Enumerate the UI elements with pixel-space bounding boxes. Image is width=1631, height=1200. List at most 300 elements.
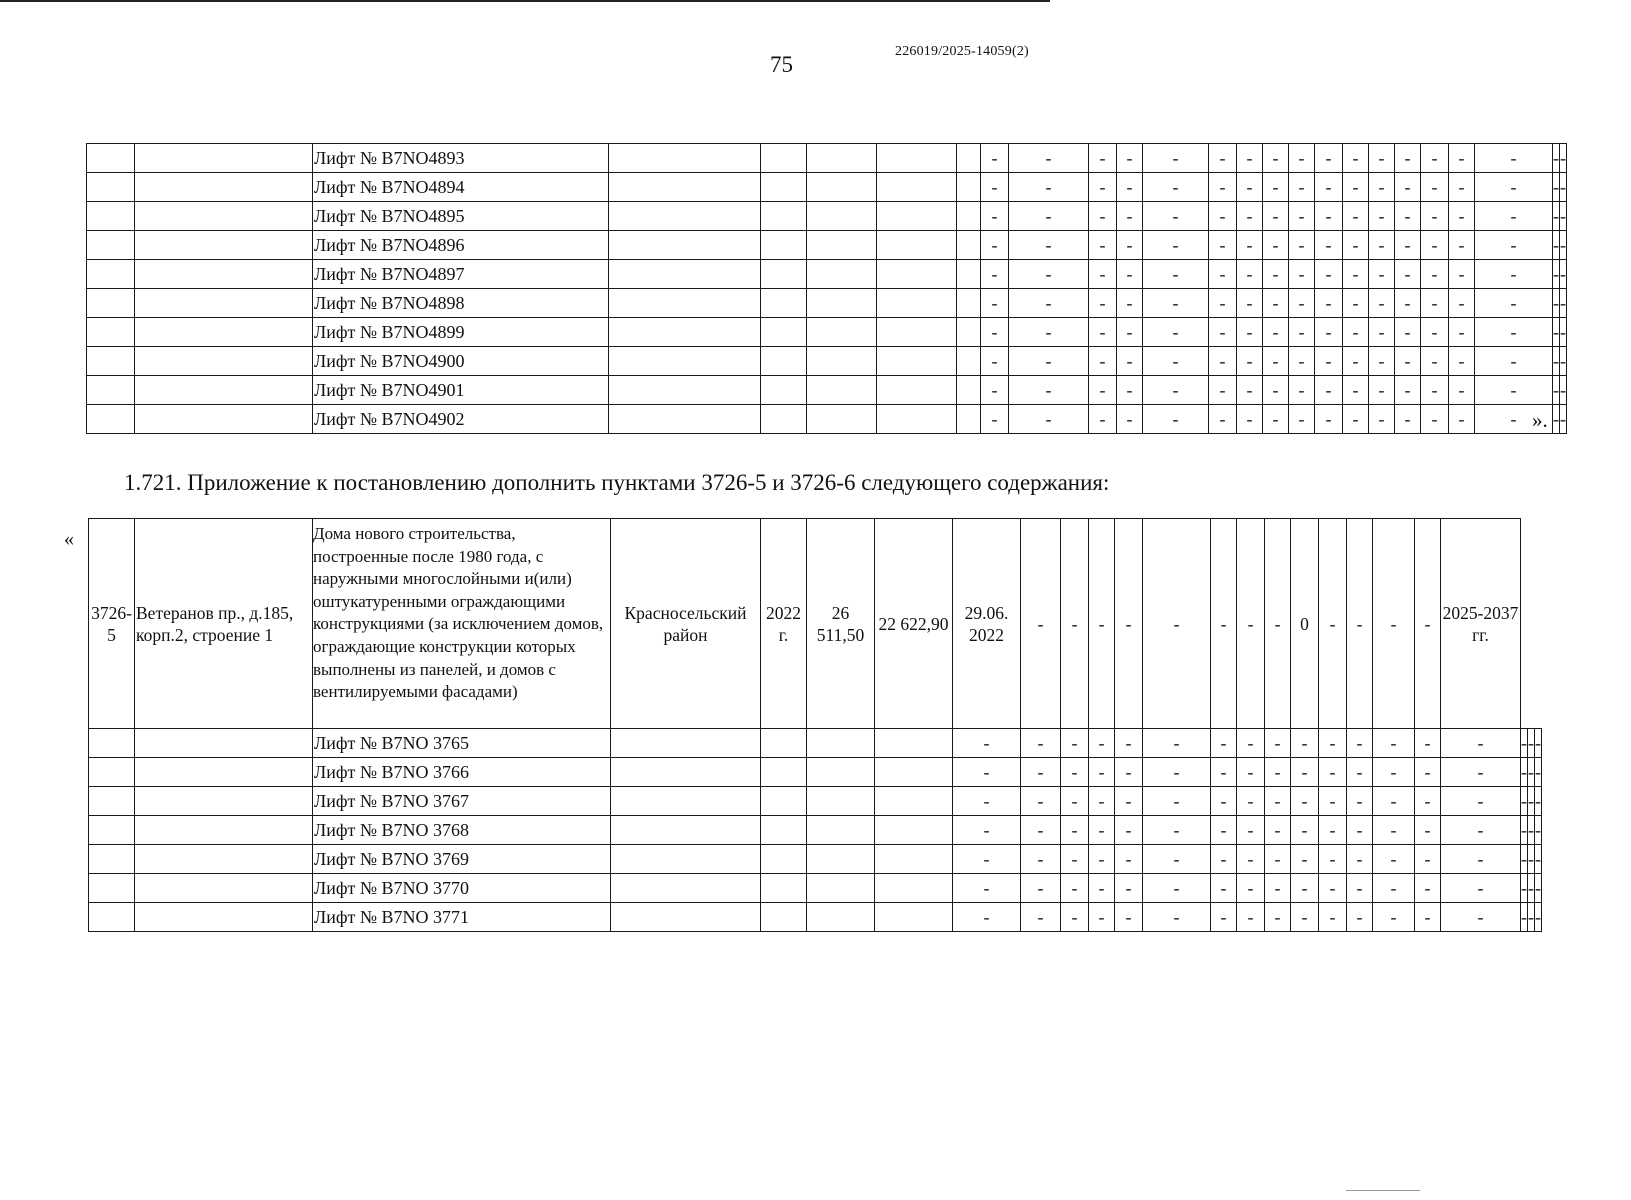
table-cell: - [1449,347,1475,376]
table-cell: - [1395,318,1421,347]
table-cell [761,758,807,787]
table-cell: - [1449,318,1475,347]
table-cell: - [1415,787,1441,816]
table-cell: - [1143,260,1209,289]
table-cell: - [1089,289,1117,318]
table-cell: - [1263,376,1289,405]
closing-quote: ». [1532,408,1548,432]
table-cell: - [1143,289,1209,318]
table-cell: - [1263,289,1289,318]
table-cell: - [1289,405,1315,434]
table-cell: - [1143,816,1211,845]
table-cell: - [1421,173,1449,202]
table-cell: - [1528,729,1535,758]
table-cell: - [1369,376,1395,405]
table-cell: - [1421,144,1449,173]
table-cell: - [1315,231,1343,260]
table-cell-empty [135,173,313,202]
table-cell: - [1528,816,1535,845]
table-cell: - [1237,787,1265,816]
table-cell: - [1528,758,1535,787]
table-cell [875,787,953,816]
table-row [89,816,1542,845]
table-cell [877,144,957,173]
table-cell: - [1373,729,1415,758]
table-cell: - [1553,376,1560,405]
table-cell: - [1369,173,1395,202]
table-cell [877,318,957,347]
item-description: Дома нового строительства, построенные после 1980 года, с наружными многослойными и(или) оштукатуренными ограждающими конструкциями (за исключением домов, ограждающие конструкции которых выполнены из панелей, и домов с вентилируемыми фасадами) [313,519,611,729]
table-cell: - [1211,816,1237,845]
table-cell: - [1343,231,1369,260]
table-row [89,903,1542,932]
table-cell [877,405,957,434]
table-cell [807,202,877,231]
table-cell: - [1265,729,1291,758]
table-cell: - [1373,845,1415,874]
table-cell: - [1143,231,1209,260]
table-cell: - [1237,758,1265,787]
table-cell: - [1211,787,1237,816]
table-cell: - [1373,787,1415,816]
table-cell: - [1343,289,1369,318]
table-cell: - [1143,845,1211,874]
table-cell [875,845,953,874]
table-cell-empty [135,787,313,816]
table-cell [807,816,875,845]
table-cell [875,903,953,932]
table-cell: - [1115,903,1143,932]
table-cell: - [1061,874,1089,903]
table-cell: - [1209,260,1237,289]
table-cell: - [1528,845,1535,874]
table-cell: - [1369,231,1395,260]
table-cell: - [1449,405,1475,434]
table-cell: - [1089,376,1117,405]
table-cell [875,874,953,903]
table-cell: - [1289,318,1315,347]
table-cell: - [1415,845,1441,874]
table-cell: - [1475,260,1553,289]
table-cell: - [1289,289,1315,318]
table-cell: - [1395,260,1421,289]
table-cell: - [1395,173,1421,202]
table-cell-empty [135,845,313,874]
item-district: Красносельский район [611,519,761,729]
table-cell: - [1553,231,1560,260]
table-cell: - [1237,376,1263,405]
table-cell: - [1263,405,1289,434]
table-cell [609,289,761,318]
table-cell: - [1521,758,1528,787]
table-row [89,758,1542,787]
table-cell: - [1319,874,1347,903]
table-cell [761,816,807,845]
item-cell: - [1373,519,1415,729]
table-cell [609,347,761,376]
table-cell: - [1449,260,1475,289]
table-cell: - [1143,903,1211,932]
table-cell: - [1117,202,1143,231]
table-cell: - [1021,874,1061,903]
item-cell: - [1237,519,1265,729]
table-cell: - [1237,347,1263,376]
table-cell: - [981,231,1009,260]
table-cell: - [981,347,1009,376]
table-cell: - [1021,903,1061,932]
table-cell: - [1395,405,1421,434]
table-cell [877,231,957,260]
table-cell: - [953,903,1021,932]
table-cell-empty [135,318,313,347]
table-cell: - [1089,787,1115,816]
table-cell: - [1373,903,1415,932]
table-cell: - [1475,289,1553,318]
table-cell: - [1143,874,1211,903]
table-cell: - [1237,202,1263,231]
elevator-name: Лифт № В7NO4897 [313,260,609,289]
table-cell: - [981,144,1009,173]
table-cell [761,903,807,932]
table-row [87,318,1567,347]
table-elevators-continued [86,143,1567,434]
table-cell: - [1009,376,1089,405]
table-new-items [88,518,1542,932]
table-cell-empty [89,787,135,816]
table-cell [807,173,877,202]
table-cell-empty [135,729,313,758]
table-cell: - [1369,405,1395,434]
table-cell: - [1449,289,1475,318]
table-cell: - [1211,874,1237,903]
table-cell: - [1289,260,1315,289]
table-cell: - [1209,405,1237,434]
table-cell-empty [87,173,135,202]
table-cell: - [1421,405,1449,434]
elevator-name: Лифт № В7NO4902 [313,405,609,434]
table-cell: - [1421,318,1449,347]
elevator-name: Лифт № В7NO 3765 [313,729,611,758]
table-row [87,173,1567,202]
table-cell: - [1369,289,1395,318]
table-cell [807,758,875,787]
table-cell: - [1291,816,1319,845]
table-cell: - [1237,289,1263,318]
item-cell: - [1061,519,1089,729]
table-cell: - [1009,405,1089,434]
table-cell [957,231,981,260]
table-cell [761,845,807,874]
table-cell: - [1115,816,1143,845]
table-cell: - [1291,845,1319,874]
table-cell: - [1449,202,1475,231]
table-cell-empty [135,289,313,318]
table-cell: - [1265,903,1291,932]
table-row [89,787,1542,816]
table-cell: - [1475,405,1553,434]
table-cell: - [1009,173,1089,202]
table-cell: - [1535,903,1542,932]
table-cell: - [953,729,1021,758]
table-cell: - [1441,816,1521,845]
table-cell: - [1021,787,1061,816]
table-cell: - [1343,144,1369,173]
table-cell: - [1089,144,1117,173]
table-cell: - [1395,231,1421,260]
table-cell: - [1209,202,1237,231]
table-cell [609,318,761,347]
table-cell-empty [135,816,313,845]
table-cell: - [1061,816,1089,845]
table-cell: - [1449,144,1475,173]
table-cell: - [1347,787,1373,816]
table-cell: - [1441,729,1521,758]
table-cell [609,202,761,231]
table-cell: - [1369,260,1395,289]
table-cell: - [1211,845,1237,874]
table-cell: - [1089,845,1115,874]
table-cell: - [1143,173,1209,202]
table-cell: - [1021,729,1061,758]
elevator-name: Лифт № В7NO4893 [313,144,609,173]
table-cell: - [1553,202,1560,231]
item-cell: - [1265,519,1291,729]
table-cell: - [1237,260,1263,289]
table-cell: - [1415,758,1441,787]
table-cell-empty [87,231,135,260]
table-cell: - [1315,289,1343,318]
table-cell-empty [135,758,313,787]
table-cell: - [1315,376,1343,405]
table-cell [807,289,877,318]
table-cell: - [1421,231,1449,260]
table-cell: - [1347,758,1373,787]
table-cell: - [953,758,1021,787]
elevator-name: Лифт № В7NO 3766 [313,758,611,787]
item-cell: - [1115,519,1143,729]
item-date: 29.06. 2022 [953,519,1021,729]
table-cell-empty [87,202,135,231]
table-cell: - [1143,729,1211,758]
table-cell: - [1449,231,1475,260]
table-cell: - [1209,144,1237,173]
table-cell: - [1089,231,1117,260]
table-cell-empty [135,202,313,231]
table-cell: - [1265,816,1291,845]
item-area-living: 22 622,90 [875,519,953,729]
table-cell: - [981,260,1009,289]
table-cell-empty [87,347,135,376]
table-cell: - [1061,729,1089,758]
table-cell: - [1115,845,1143,874]
table-cell [611,787,761,816]
table-cell: - [1289,173,1315,202]
table-cell: - [1528,787,1535,816]
table-cell: - [1560,231,1567,260]
table-cell: - [1535,729,1542,758]
table-cell [611,903,761,932]
table-cell [807,260,877,289]
table-cell: - [1263,202,1289,231]
table-cell: - [1237,729,1265,758]
table-cell: - [1089,318,1117,347]
table-row [87,202,1567,231]
table-cell: - [1237,845,1265,874]
table-cell: - [1560,318,1567,347]
table-cell-empty [135,144,313,173]
table-cell [611,816,761,845]
table-cell [609,376,761,405]
table-cell-empty [89,816,135,845]
table-cell: - [1553,144,1560,173]
table-cell [761,260,807,289]
table-cell-empty [89,758,135,787]
table-cell: - [1237,816,1265,845]
table-cell: - [1553,173,1560,202]
table-cell: - [1089,202,1117,231]
table-cell: - [1289,347,1315,376]
top-rule [0,0,1050,2]
table-cell: - [1560,289,1567,318]
table-cell: - [1369,347,1395,376]
table-cell [957,173,981,202]
table-cell [807,231,877,260]
table-cell: - [1373,874,1415,903]
table-cell: - [1415,729,1441,758]
item-cell: - [1415,519,1441,729]
table-cell: - [1521,816,1528,845]
table-cell: - [1009,289,1089,318]
table-cell: - [1143,347,1209,376]
table-cell [761,787,807,816]
table-cell: - [1263,144,1289,173]
table-cell-empty [87,260,135,289]
table-cell: - [1415,874,1441,903]
table-cell: - [953,845,1021,874]
table-cell: - [1209,347,1237,376]
table-cell: - [1449,173,1475,202]
table-cell: - [1265,845,1291,874]
table-cell: - [1319,903,1347,932]
table-cell: - [1009,202,1089,231]
table-cell: - [1521,787,1528,816]
page-number: 75 [770,52,793,77]
table-cell [877,202,957,231]
table-cell: - [1560,347,1567,376]
table-cell [761,347,807,376]
table-cell: - [1061,903,1089,932]
table-cell: - [1089,758,1115,787]
footer-mark [1346,1190,1420,1191]
table-cell: - [1343,173,1369,202]
elevator-name: Лифт № В7NO4899 [313,318,609,347]
table-cell [957,347,981,376]
table-cell: - [1143,144,1209,173]
table-cell-empty [135,260,313,289]
table-cell: - [1528,903,1535,932]
table-cell: - [1237,874,1265,903]
table-cell: - [1143,758,1211,787]
table-cell [875,729,953,758]
table-cell: - [1237,173,1263,202]
table-cell [761,405,807,434]
table-cell: - [981,202,1009,231]
item-cell: - [1143,519,1211,729]
table-cell: - [1395,144,1421,173]
table-cell: - [1315,260,1343,289]
table-cell: - [1421,289,1449,318]
table-cell: - [1415,816,1441,845]
table-cell: - [1347,729,1373,758]
table-cell: - [1560,144,1567,173]
table-cell: - [1211,758,1237,787]
table-cell: - [1209,376,1237,405]
table-cell [611,758,761,787]
table-cell [807,405,877,434]
table-cell: - [1009,144,1089,173]
table-row [87,144,1567,173]
table-cell: - [1449,376,1475,405]
table-cell [877,289,957,318]
table-cell: - [1560,376,1567,405]
document-id: 226019/2025-14059(2) [895,44,1029,59]
elevator-name: Лифт № В7NO 3767 [313,787,611,816]
table-cell [609,173,761,202]
table-cell: - [1291,729,1319,758]
table-cell [761,202,807,231]
table-cell: - [1237,318,1263,347]
table-cell-empty [87,318,135,347]
table-cell: - [1343,202,1369,231]
table-cell: - [1560,405,1567,434]
table-cell: - [1395,289,1421,318]
table-row [89,874,1542,903]
table-row [89,729,1542,758]
item-cell: - [1319,519,1347,729]
table-cell: - [1553,347,1560,376]
table-cell: - [1347,903,1373,932]
table-cell: - [1535,816,1542,845]
table-cell: - [1209,289,1237,318]
table-row [89,845,1542,874]
elevator-name: Лифт № В7NO 3770 [313,874,611,903]
table-cell: - [953,874,1021,903]
table-row [87,260,1567,289]
table-cell-empty [89,903,135,932]
table-cell: - [1289,376,1315,405]
table-cell [957,144,981,173]
table-cell: - [1265,758,1291,787]
table-cell: - [981,405,1009,434]
table-cell [807,376,877,405]
table-cell: - [1315,347,1343,376]
table-row-3726-5 [89,519,1542,729]
elevator-name: Лифт № В7NO 3768 [313,816,611,845]
table-cell: - [981,289,1009,318]
table-cell [609,405,761,434]
table-cell: - [981,173,1009,202]
table-cell [875,816,953,845]
table-cell-empty [89,874,135,903]
item-cell: - [1021,519,1061,729]
table-cell: - [1289,144,1315,173]
table-cell: - [1089,903,1115,932]
table-cell: - [1475,376,1553,405]
table-cell: - [1237,231,1263,260]
elevator-name: Лифт № В7NO 3769 [313,845,611,874]
table-cell: - [1395,202,1421,231]
table-cell: - [1021,758,1061,787]
